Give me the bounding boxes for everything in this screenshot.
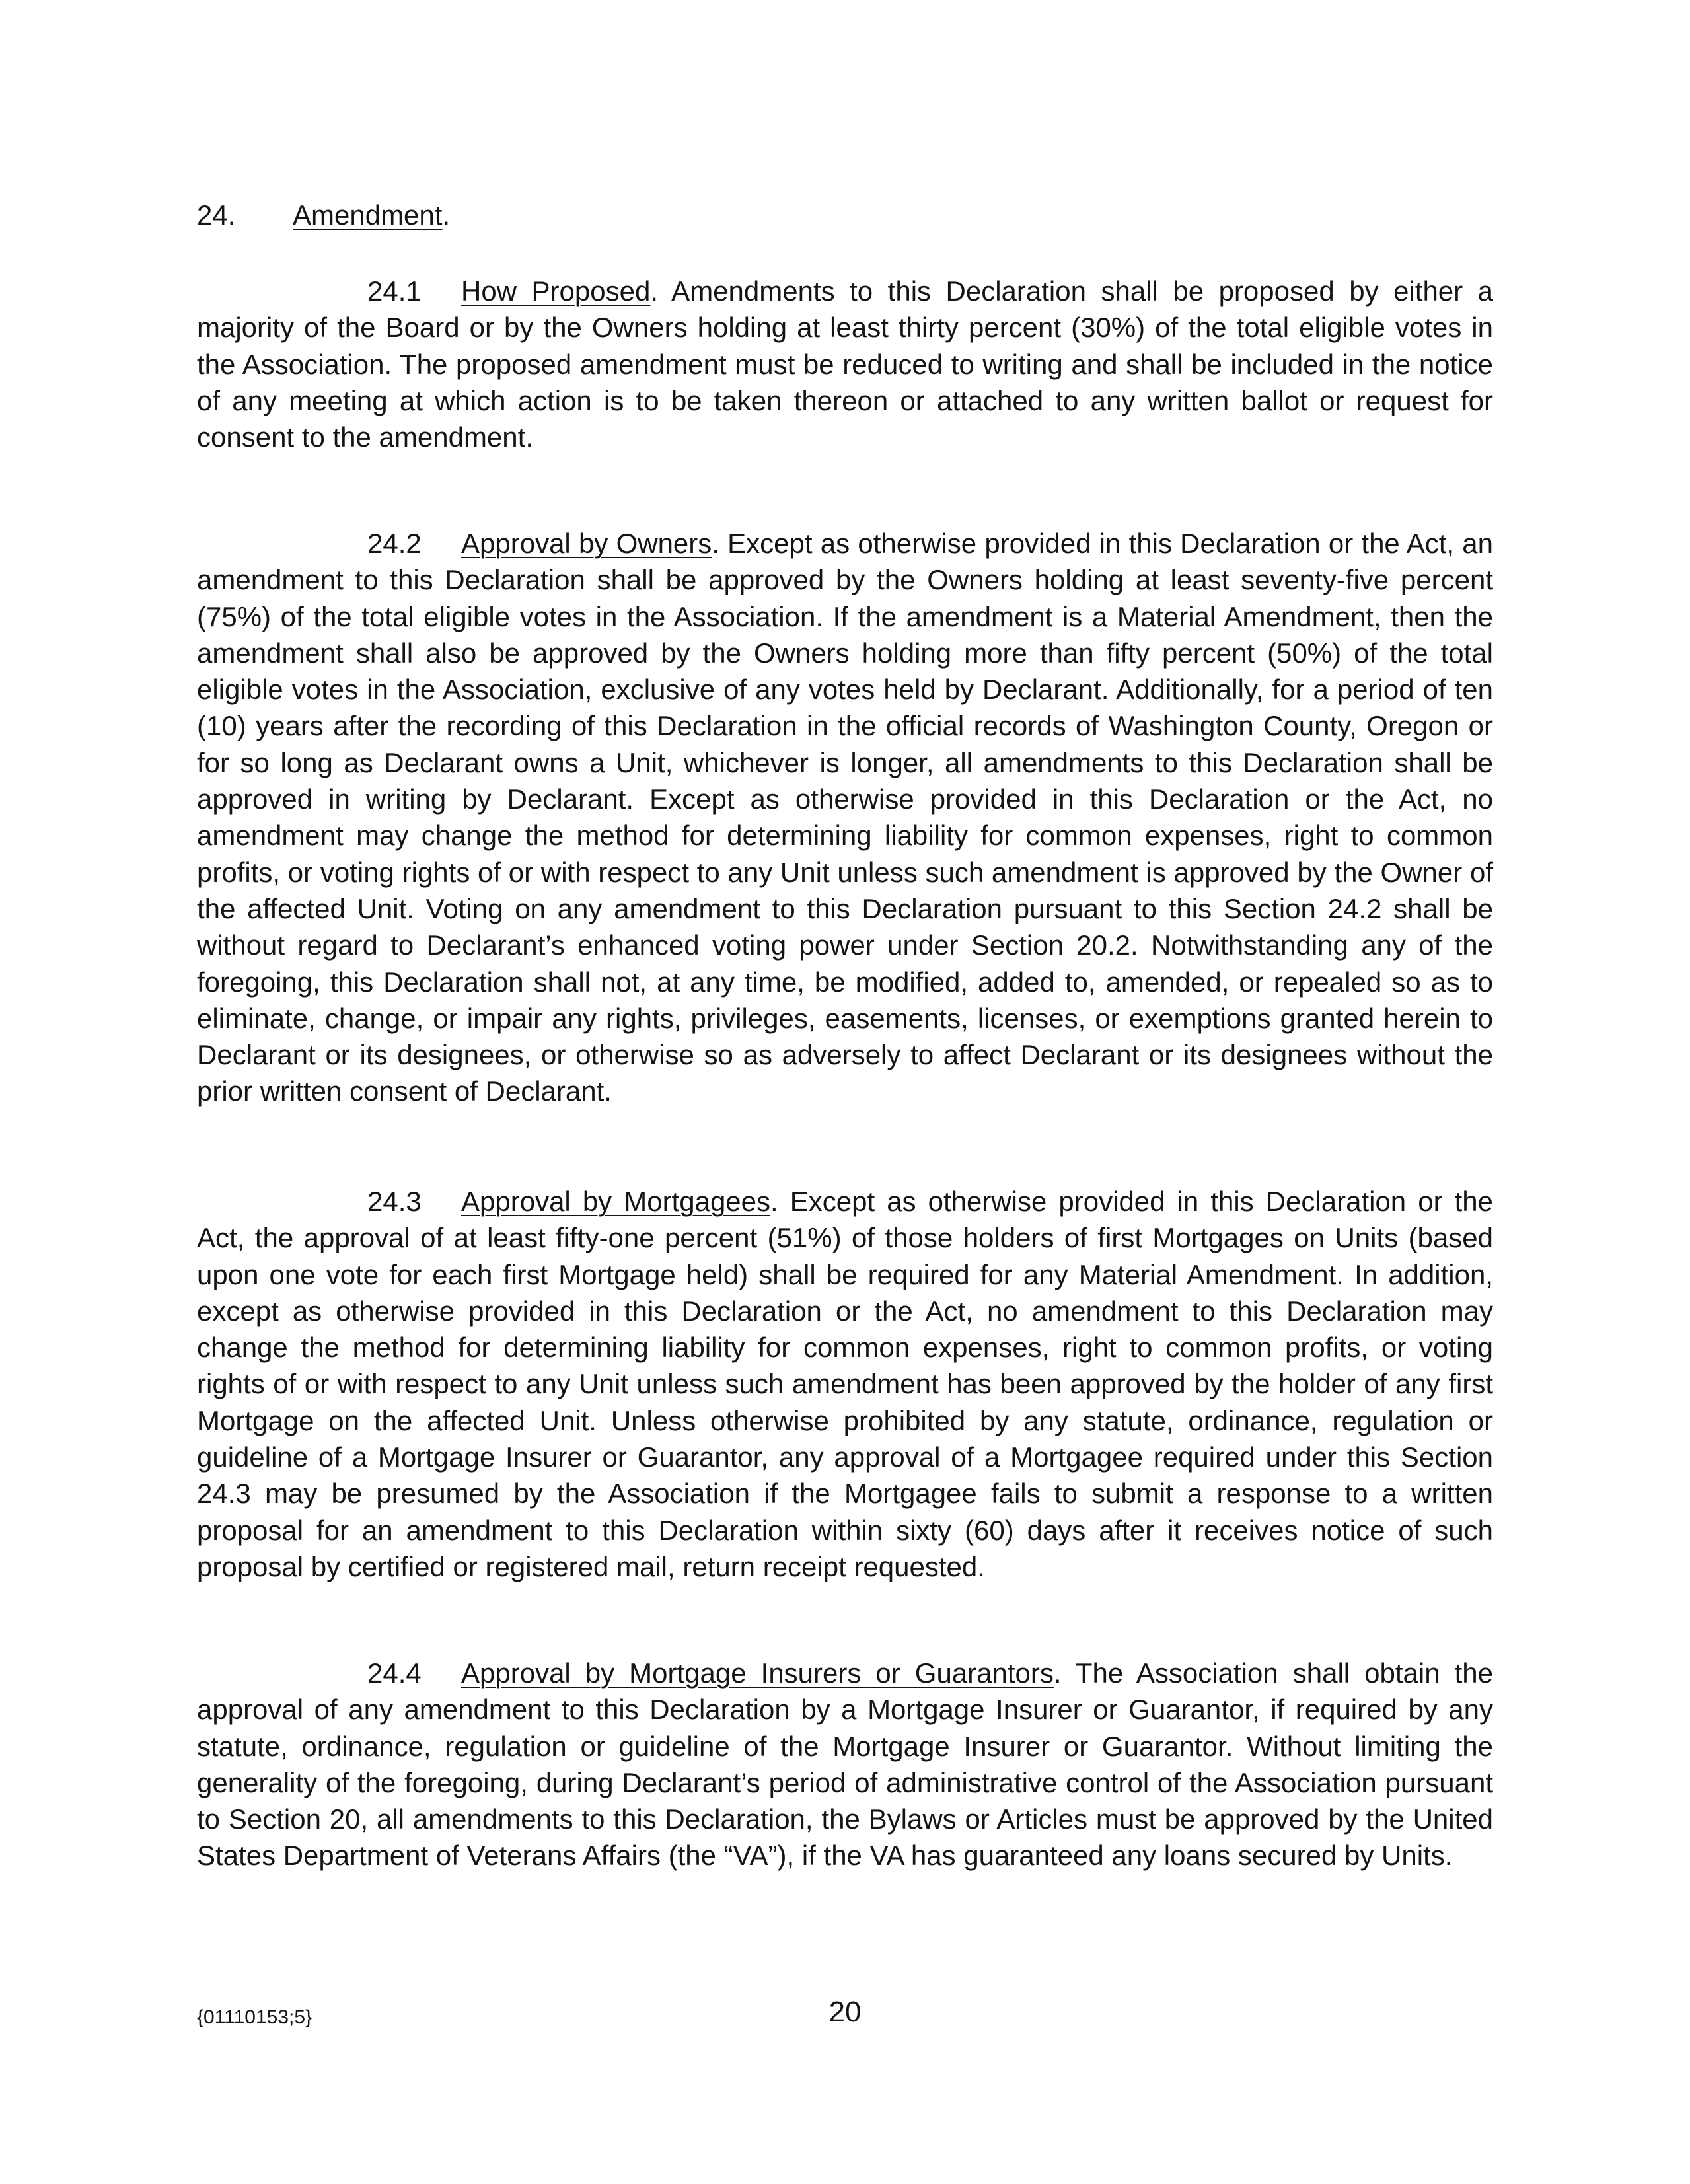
subsection-title: How Proposed <box>461 275 651 307</box>
subsection-number: 24.1 <box>367 275 422 307</box>
subsection-body: . Except as otherwise provided in this Declaration or the Act, the approval of at least fifty-one percent (51%) of those holders of first Mortgages on Units (based upon one vote for each first Mortgage held) shall be required for any Material Amendment. In addition, except as otherwise provided in this Declaration or the Act, no amendment to this Declaration may change the method for determining liability for common expenses, right to common profits, or voting rights of or with respect to any Unit unless such amendment has been approved by the holder of any first Mortgage on the affected Unit. Unless otherwise prohibited by any statute, ordinance, regulation or guideline of a Mortgage Insurer or Guarantor, any approval of a Mortgagee required under this Section 24.3 may be presumed by the Association if the Mortgagee fails to submit a response to a written proposal for an amendment to this Declaration within sixty (60) days after it receives notice of such proposal by certified or registered mail, return receipt requested. <box>197 1186 1493 1582</box>
subsection-title: Approval by Mortgage Insurers or Guarantors <box>461 1657 1054 1689</box>
section-title: Amendment <box>293 200 443 231</box>
subsection-24-2 <box>197 525 1493 1110</box>
subsection-24-4 <box>197 1655 1493 1874</box>
subsection-body: . Except as otherwise provided in this Declaration or the Act, an amendment to this Declaration shall be approved by the Owners holding at least seventy-five percent (75%) of the total eligible votes in the Association. If the amendment is a Material Amendment, then the amendment shall also be approved by the Owners holding more than fifty percent (50%) of the total eligible votes in the Association, exclusive of any votes held by Declarant. Additionally, for a period of ten (10) years after the recording of this Declaration in the official records of Washington County, Oregon or for so long as Declarant owns a Unit, whichever is longer, all amendments to this Declaration shall be approved in writing by Declarant. Except as otherwise provided in this Declaration or the Act, no amendment may change the method for determining liability for common expenses, right to common profits, or voting rights of or with respect to any Unit unless such amendment is approved by the Owner of the affected Unit. Voting on any amendment to this Declaration pursuant to this Section 24.2 shall be without regard to Declarant’s enhanced voting power under Section 20.2. Notwithstanding any of the foregoing, this Declaration shall not, at any time, be modified, added to, amended, or repealed so as to eliminate, change, or impair any rights, privileges, easements, licenses, or exemptions granted herein to Declarant or its designees, or otherwise so as adversely to affect Declarant or its designees without the prior written consent of Declarant. <box>197 528 1493 1107</box>
subsection-number: 24.2 <box>367 528 422 559</box>
section-number: 24. <box>197 200 236 231</box>
page-number: 20 <box>828 1996 862 2028</box>
section-title-suffix: . <box>442 200 451 231</box>
subsection-number: 24.3 <box>367 1186 422 1217</box>
subsection-24-1 <box>197 273 1493 455</box>
subsection-body: . Amendments to this Declaration shall be proposed by either a majority of the Board or by the Owners holding at least thirty percent (30%) of the total eligible votes in the Association. The proposed amendment must be reduced to writing and shall be included in the notice of any meeting at which action is to be taken thereon or attached to any written ballot or request for consent to the amendment. <box>197 275 1494 453</box>
subsection-title: Approval by Mortgagees <box>461 1186 771 1217</box>
subsection-24-3 <box>197 1183 1493 1585</box>
subsection-title: Approval by Owners <box>461 528 712 559</box>
subsection-number: 24.4 <box>367 1657 422 1689</box>
subsection-body: . The Association shall obtain the approval of any amendment to this Declaration by a Mortgage Insurer or Guarantor, if required by any statute, ordinance, regulation or guideline of the Mortgage Insurer or Guarantor. Without limiting the generality of the foregoing, during Declarant’s period of administrative control of the Association pursuant to Section 20, all amendments to this Declaration, the Bylaws or Articles must be approved by the United States Department of Veterans Affairs (the “VA”), if the VA has guaranteed any loans secured by Units. <box>197 1657 1493 1872</box>
section-heading <box>197 197 450 234</box>
footer-document-code: {01110153;5} <box>197 2006 312 2028</box>
